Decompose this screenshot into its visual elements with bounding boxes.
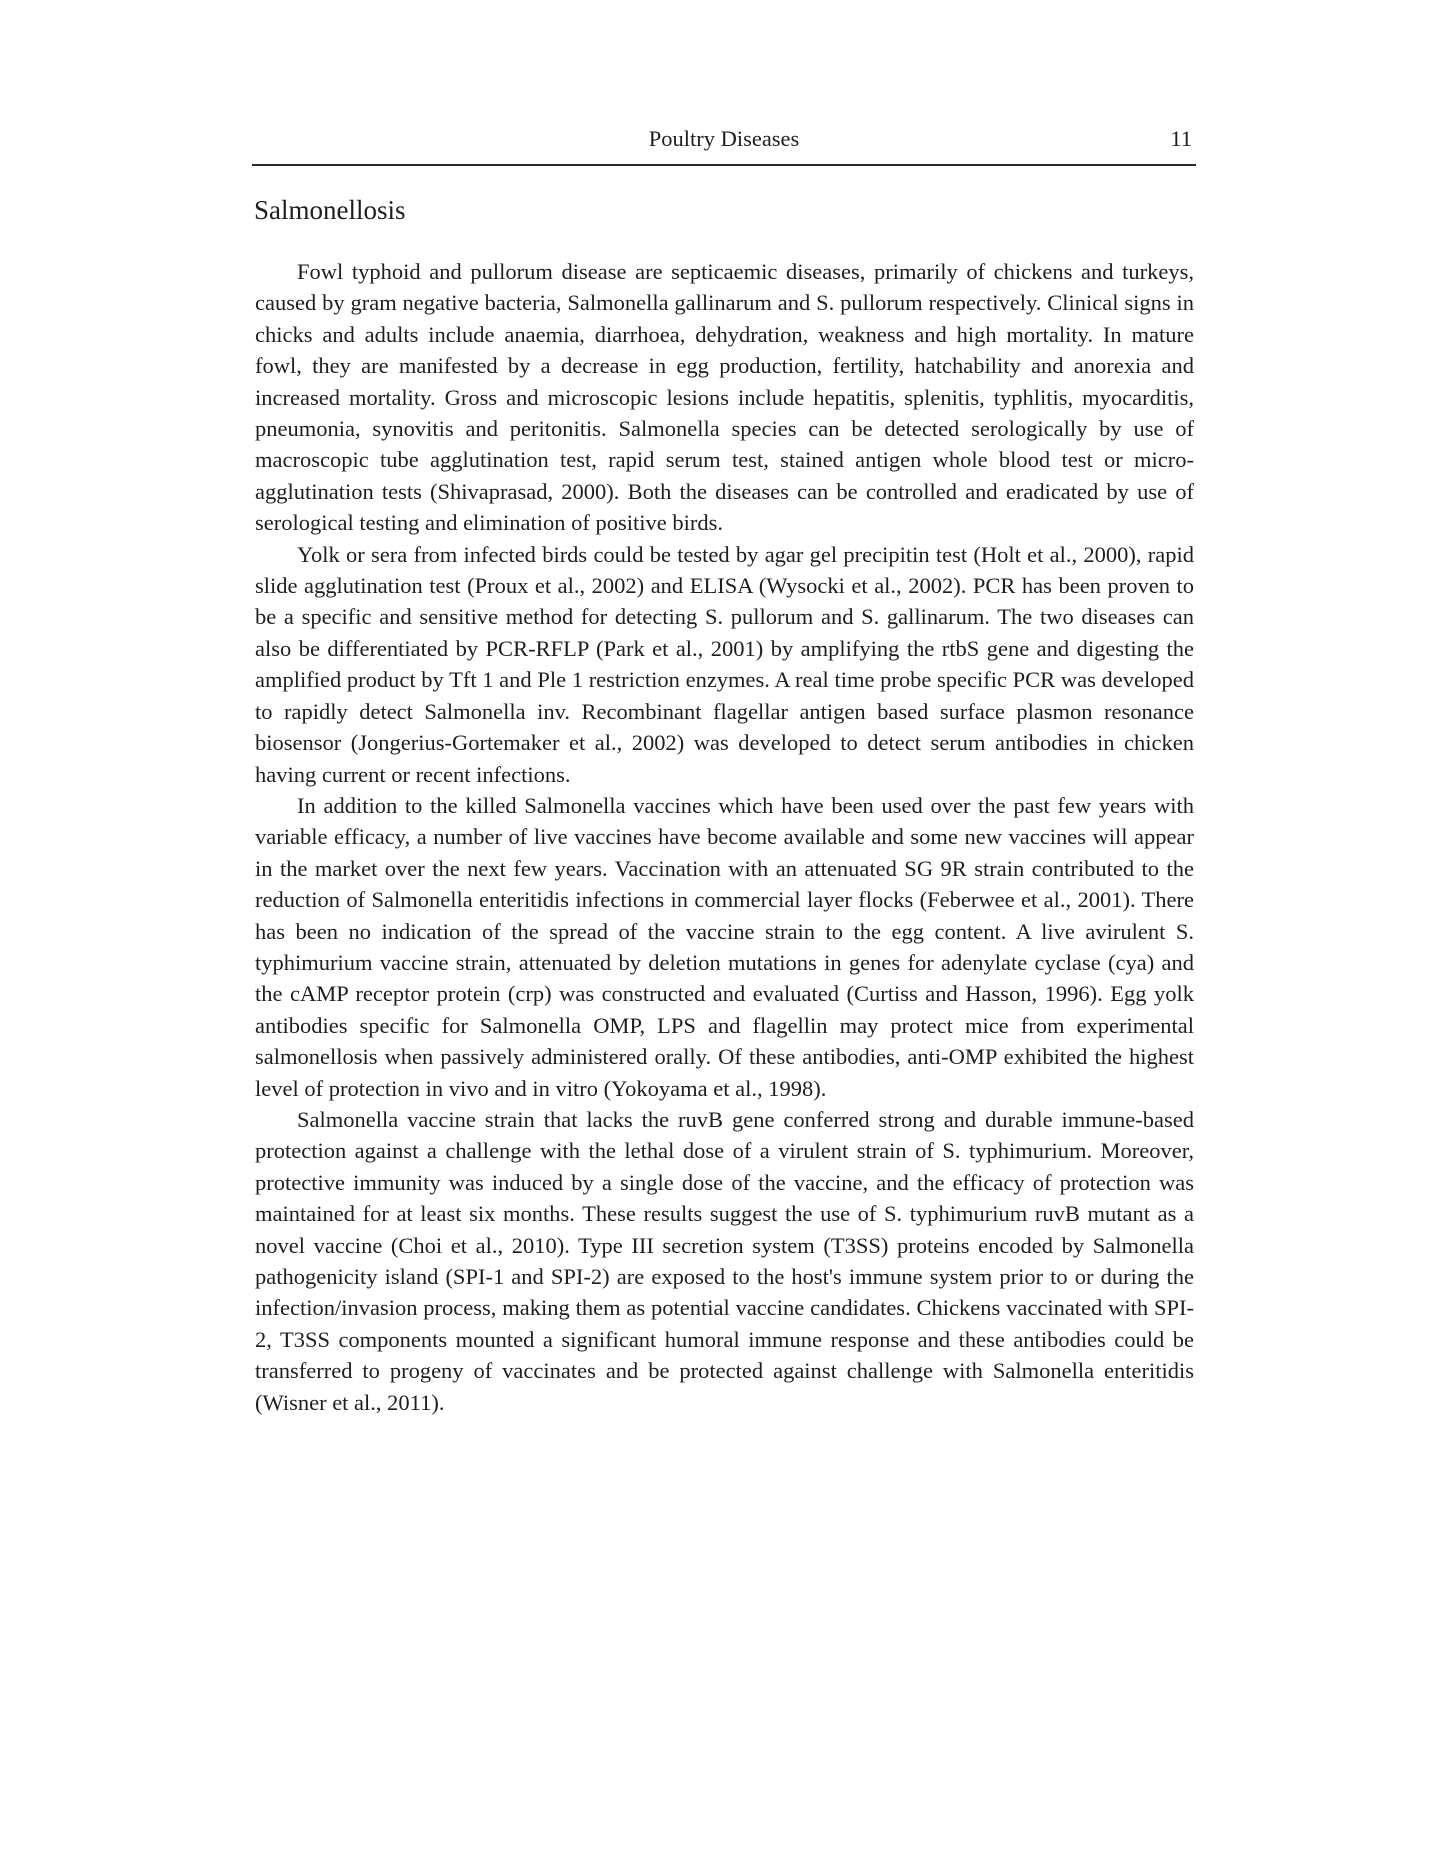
paragraph-diagnostic-tests: Yolk or sera from infected birds could be tested by agar gel precipitin test (Holt et al., 2000), rapid slide agglutination test (Proux et al., 2002) and ELISA (Wysocki et al., 2002). PCR has been proven to be a specific and sensitive method for detecting S. pullorum and S. gallinarum. The two diseases can also be differentiated by PCR-RFLP (Park et al., 2001) by amplifying the rtbS gene and digesting the amplified product by Tft 1 and Ple 1 restriction enzymes. A real time probe specific PCR was developed to rapidly detect Salmonella inv. Recombinant flagellar antigen based surface plasmon resonance biosensor (Jongerius-Gortemaker et al., 2002) was developed to detect serum antibodies in chicken having current or recent infections. (255, 541, 1194, 787)
paragraph-fowl-typhoid-pullorum: Fowl typhoid and pullorum disease are septicaemic diseases, primarily of chickens and turkeys, caused by gram negative bacteria, Salmonella gallinarum and S. pullorum respectively. Clinical signs in chicks and adults include anaemia, diarrhoea, dehydration, weakness and high mortality. In mature fowl, they are manifested by a decrease in egg production, fertility, hatchability and anorexia and increased mortality. Gross and microscopic lesions include hepatitis, splenitis, typhlitis, myocarditis, pneumonia, synovitis and peritonitis. Salmonella species can be detected serologically by use of macroscopic tube agglutination test, rapid serum test, stained antigen whole blood test or micro-agglutination tests (Shivaprasad, 2000). Both the diseases can be controlled and eradicated by use of serological testing and elimination of positive birds. (255, 259, 1194, 536)
running-title: Poultry Diseases (648, 126, 800, 151)
page-number: 11 (1170, 126, 1192, 151)
running-header (252, 120, 1196, 166)
section-title: Salmonellosis (254, 195, 406, 225)
paragraph-vaccines: In addition to the killed Salmonella vaccines which have been used over the past few years with variable efficacy, a number of live vaccines have become available and some new vaccines will appear in the market over the next few years. Vaccination with an attenuated SG 9R strain contributed to the reduction of Salmonella enteritidis infections in commercial layer flocks (Feberwee et al., 2001). There has been no indication of the spread of the vaccine strain to the egg content. A live avirulent S. typhimurium vaccine strain, attenuated by deletion mutations in genes for adenylate cyclase (cya) and the cAMP receptor protein (crp) was constructed and evaluated (Curtiss and Hasson, 1996). Egg yolk antibodies specific for Salmonella OMP, LPS and flagellin may protect mice from experimental salmonellosis when passively administered orally. Of these antibodies, anti-OMP exhibited the highest level of protection in vivo and in vitro (Yokoyama et al., 1998). (255, 792, 1194, 1101)
body-text (255, 256, 1194, 1418)
paragraph-vaccine-candidates: Salmonella vaccine strain that lacks the ruvB gene conferred strong and durable immune-based protection against a challenge with the lethal dose of a virulent strain of S. typhimurium. Moreover, protective immunity was induced by a single dose of the vaccine, and the efficacy of protection was maintained for at least six months. These results suggest the use of S. typhimurium ruvB mutant as a novel vaccine (Choi et al., 2010). Type III secretion system (T3SS) proteins encoded by Salmonella pathogenicity island (SPI-1 and SPI-2) are exposed to the host's immune system prior to or during the infection/invasion process, making them as potential vaccine candidates. Chickens vaccinated with SPI-2, T3SS components mounted a significant humoral immune response and these antibodies could be transferred to progeny of vaccinates and be protected against challenge with Salmonella enteritidis (Wisner et al., 2011). (255, 1106, 1194, 1415)
